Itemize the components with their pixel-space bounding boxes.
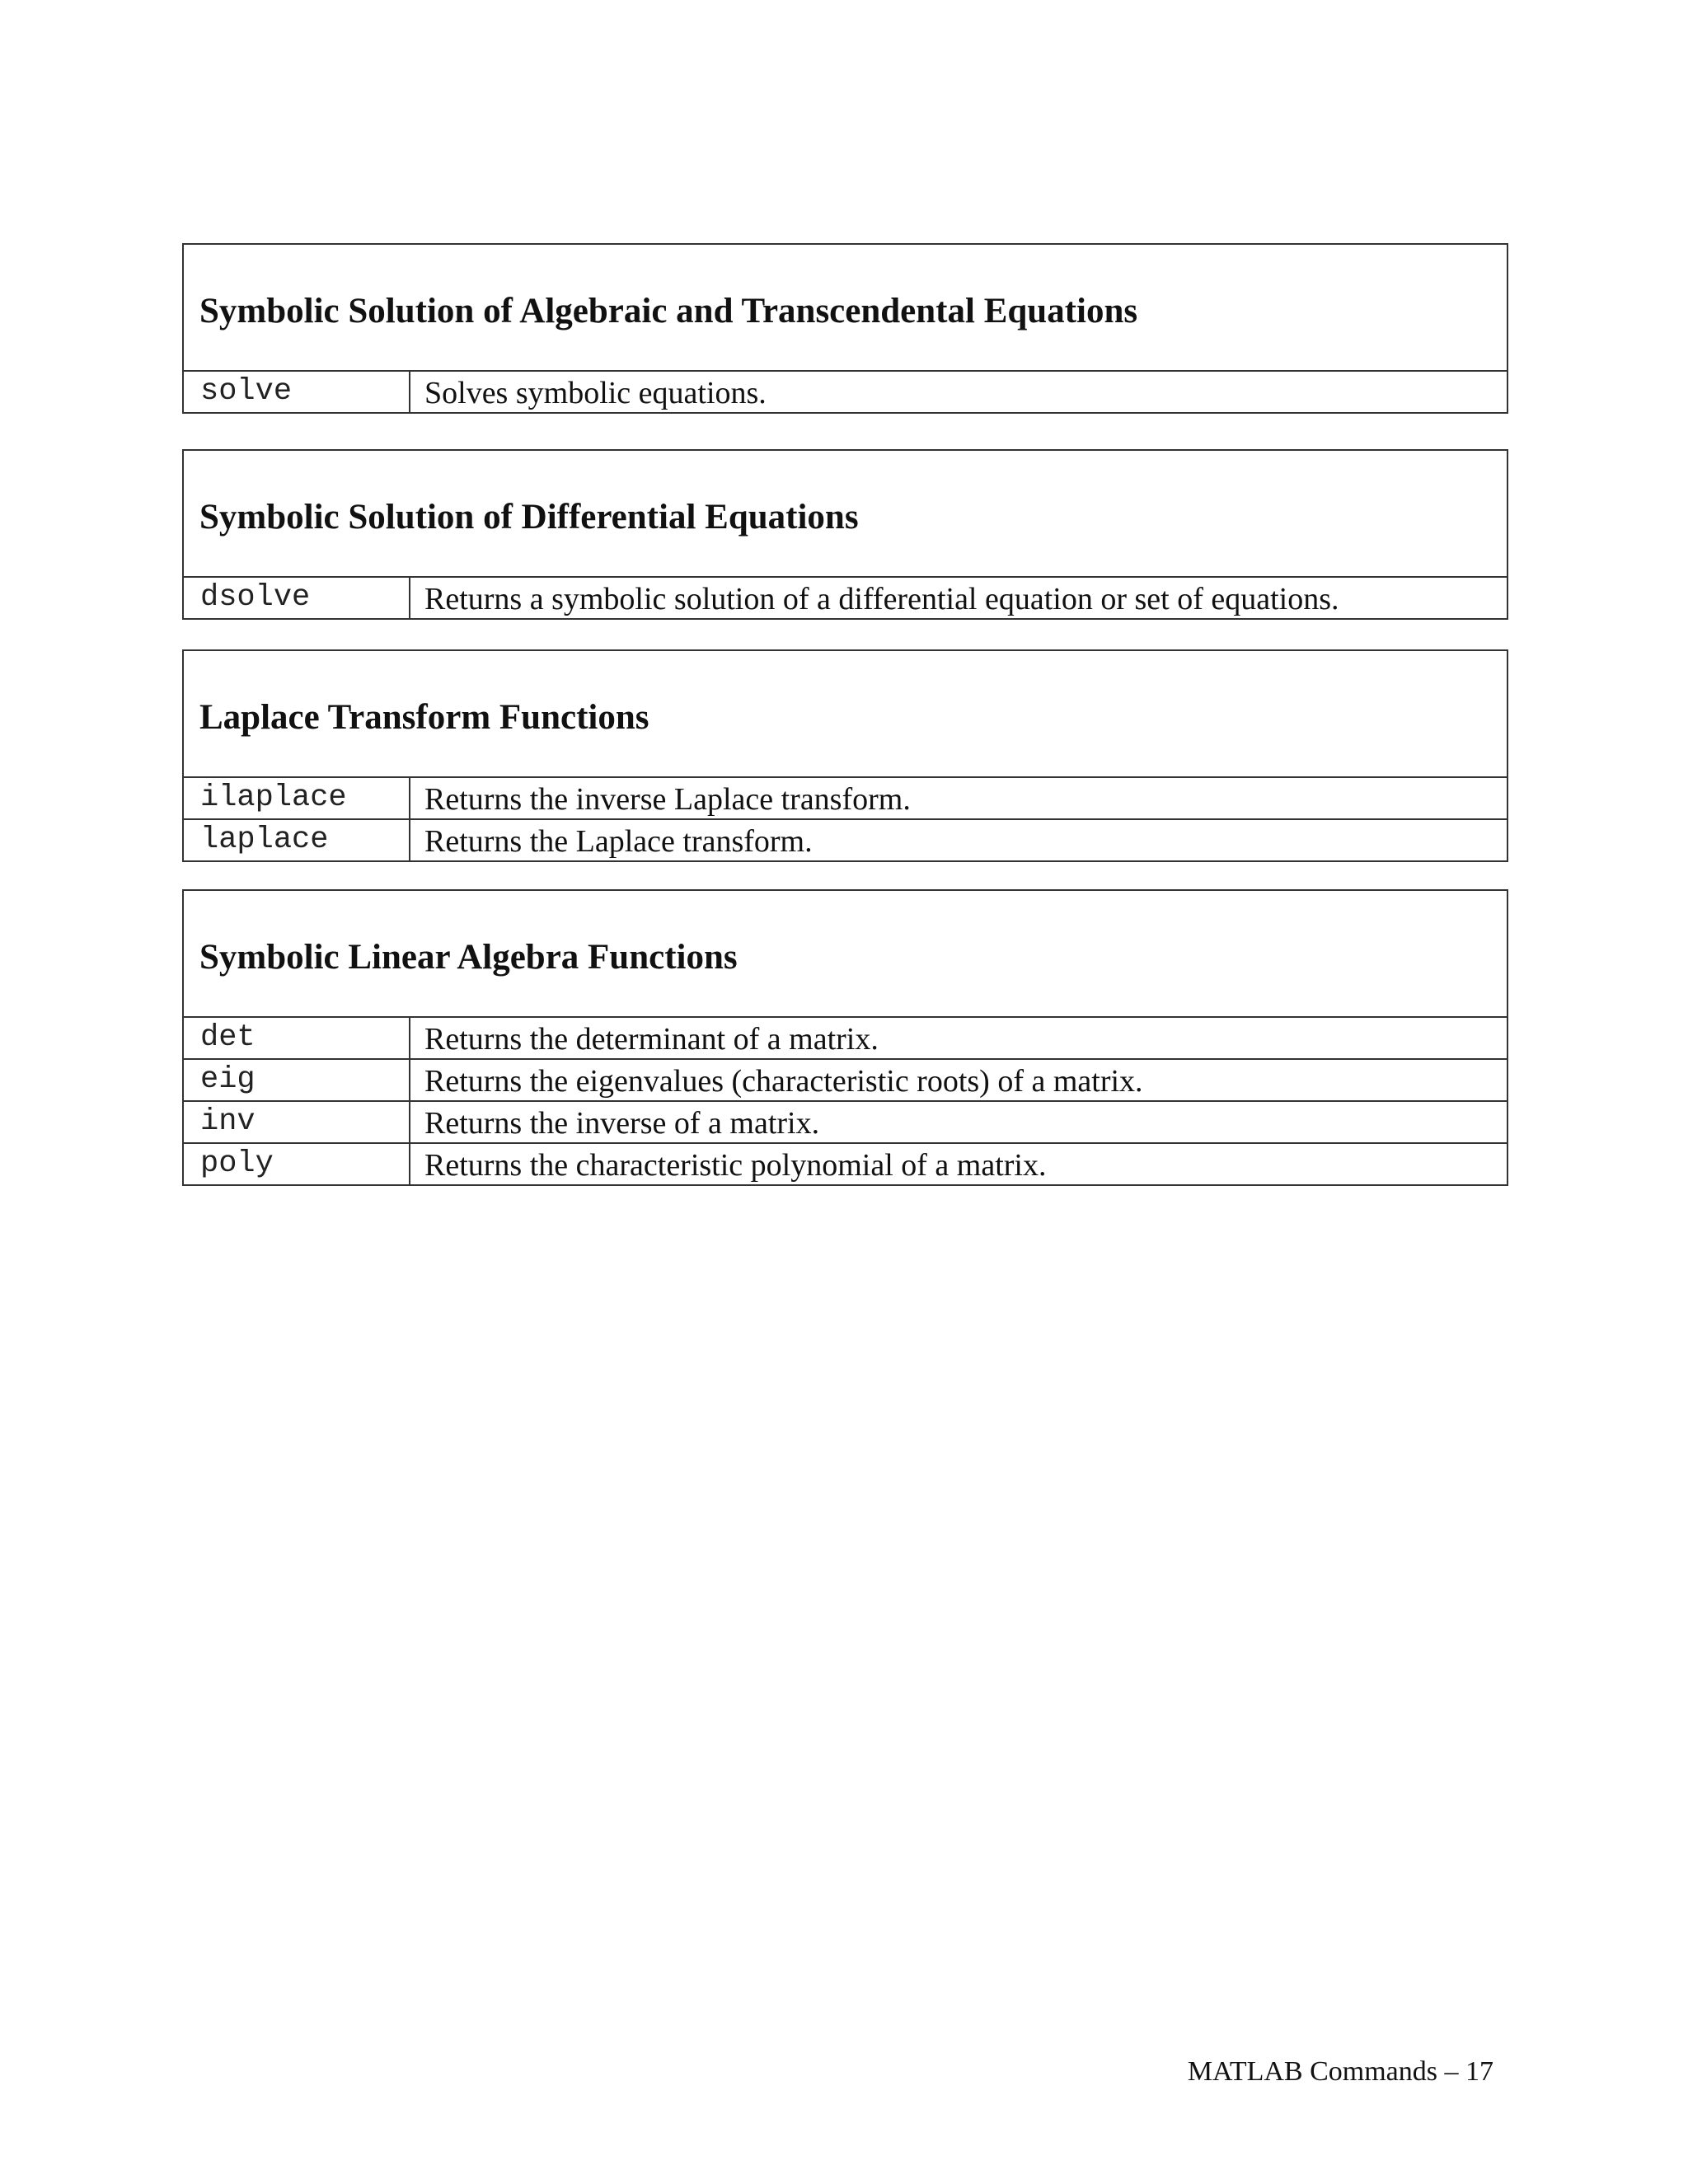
command-description: Returns the inverse of a matrix.: [410, 1101, 1507, 1143]
page-footer: MATLAB Commands – 17: [1187, 2056, 1493, 2087]
command-name: inv: [183, 1101, 410, 1143]
table-row: [183, 1017, 1507, 1059]
section-table-algebraic-equations: [182, 243, 1508, 414]
command-description: Returns the characteristic polynomial of a matrix.: [410, 1143, 1507, 1185]
table-row: [183, 777, 1507, 819]
section-title: Symbolic Solution of Algebraic and Transcendental Equations: [183, 244, 1507, 371]
table-row: [183, 1143, 1507, 1185]
table-row: [183, 577, 1507, 619]
section-title: Symbolic Solution of Differential Equations: [183, 450, 1507, 577]
section-table-linear-algebra: [182, 889, 1508, 1186]
command-description: Returns the eigenvalues (characteristic roots) of a matrix.: [410, 1059, 1507, 1101]
section-title: Laplace Transform Functions: [183, 650, 1507, 777]
section-heading-row: [183, 244, 1507, 371]
section-heading-row: [183, 650, 1507, 777]
command-name: det: [183, 1017, 410, 1059]
command-name: dsolve: [183, 577, 410, 619]
section-table-laplace-transform: [182, 649, 1508, 862]
table-row: [183, 1101, 1507, 1143]
command-description: Returns the inverse Laplace transform.: [410, 777, 1507, 819]
command-name: laplace: [183, 819, 410, 861]
command-description: Returns a symbolic solution of a differential equation or set of equations.: [410, 577, 1507, 619]
command-name: eig: [183, 1059, 410, 1101]
table-row: [183, 371, 1507, 413]
command-description: Solves symbolic equations.: [410, 371, 1507, 413]
section-heading-row: [183, 450, 1507, 577]
command-name: poly: [183, 1143, 410, 1185]
command-name: solve: [183, 371, 410, 413]
table-row: [183, 1059, 1507, 1101]
command-name: ilaplace: [183, 777, 410, 819]
section-title: Symbolic Linear Algebra Functions: [183, 890, 1507, 1017]
section-table-differential-equations: [182, 449, 1508, 620]
table-row: [183, 819, 1507, 861]
command-description: Returns the determinant of a matrix.: [410, 1017, 1507, 1059]
command-description: Returns the Laplace transform.: [410, 819, 1507, 861]
section-heading-row: [183, 890, 1507, 1017]
